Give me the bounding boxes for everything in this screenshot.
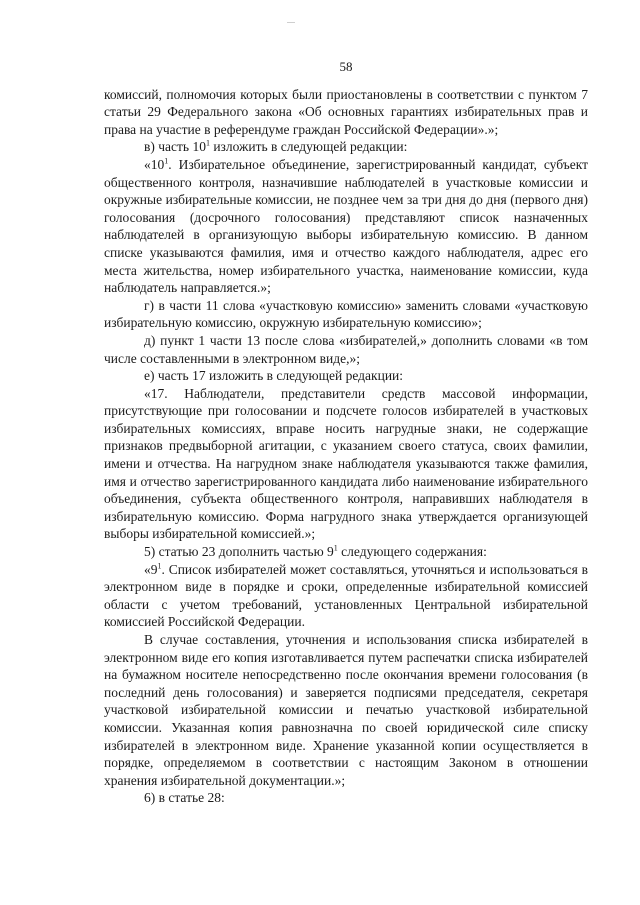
- paragraph-part-10-1: [104, 156, 588, 297]
- paragraph-text: . Список избирателей может составляться, уточняться и использоваться в электронном виде в порядке и сроки, определенные избирательной комиссией области с учетом требований, установленных Центральной избирательной комиссией Российской Федерации.: [104, 561, 588, 630]
- paragraph-commissions-suspended: [104, 86, 588, 139]
- paragraph-text: г) в части 11 слова «участковую комиссию» заменить словами «участковую избирательную комиссию, окружную избирательную комиссию»;: [104, 297, 588, 331]
- paragraph-item-6: [104, 789, 588, 807]
- paragraph-text: изложить в следующей редакции:: [209, 139, 408, 155]
- scan-mark: [287, 22, 295, 23]
- paragraph-item-e: [104, 367, 588, 385]
- superscript: 1: [164, 156, 169, 166]
- paragraph-text: . Избирательное объединение, зарегистрированный кандидат, субъект общественного контроля, назначившие наблюдателей в участковые комиссии и окружные избирательные комиссии, не позднее чем за три дня до дня (первого дня) голосования (досрочного голосования) представляют список назначенных наблюдателей в организующую выборы избирательную комиссию. В данном списке указываются фамилия, имя и отчество каждого наблюдателя, адрес его места жительства, номер избирательного участка, наименование комиссии, куда наблюдатель направляется.»;: [104, 156, 588, 296]
- paragraph-item-g: [104, 297, 588, 332]
- paragraph-text: «10: [144, 156, 165, 172]
- paragraph-text: «9: [144, 561, 158, 577]
- paragraph-text: 6) в статье 28:: [144, 790, 225, 806]
- paragraph-part-17: [104, 385, 588, 543]
- paragraph-text: «17. Наблюдатели, представители средств массовой информации, присутствующие при голосовании и подсчете голосов избирателей в участковых избирательных комиссиях, вправе носить нагрудные знаки, не содержащие признаков предвыборной агитации, с указанием своего статуса, своих фамилии, имени и отчества. На нагрудном знаке наблюдателя указываются также фамилия, имя и отчество зарегистрированного кандидата либо наименование избирательного объединения, субъекта общественного контроля, направивших наблюдателя в избирательную комиссию. Форма нагрудного знака утверждается организующей выборы избирательной комиссией.»;: [104, 385, 588, 542]
- superscript: 1: [205, 138, 210, 148]
- paragraph-item-d: [104, 332, 588, 367]
- paragraph-text: д) пункт 1 части 13 после слова «избирателей,» дополнить словами «в том числе составленными в электронном виде,»;: [104, 332, 588, 366]
- paragraph-text: В случае составления, уточнения и использования списка избирателей в электронном виде его копия изготавливается путем распечатки списка избирателей на бумажном носителе непосредственно после окончания времени голосования (в последний день голосования) и заверяется подписями председателя, секретаря участковой избирательной комиссии и печатью участковой избирательной комиссии. Указанная копия равнозначна по своей юридической силе списку избирателей в электронном виде. Хранение указанной копии осуществляется в порядке, определяемом в соответствии с настоящим Законом в отношении хранения избирательной документации.»;: [104, 632, 588, 788]
- paragraph-part-9-1: [104, 561, 588, 631]
- paragraph-text: 5) статью 23 дополнить частью 9: [144, 544, 334, 560]
- document-page: [104, 58, 588, 807]
- superscript: 1: [333, 543, 338, 553]
- page-number: 58: [339, 59, 353, 74]
- superscript: 1: [157, 561, 162, 571]
- paragraph-text: следующего содержания:: [337, 544, 487, 560]
- paragraph-item-5: [104, 543, 588, 561]
- paragraph-text: е) часть 17 изложить в следующей редакции:: [144, 368, 404, 384]
- paragraph-text: комиссий, полномочия которых были приостановлены в соответствии с пунктом 7 статьи 29 Федерального закона «Об основных гарантиях избирательных прав и права на участие в референдуме граждан Российской Федерации».»;: [104, 86, 588, 137]
- paragraph-electronic-list-copy: [104, 631, 588, 789]
- paragraph-item-v: [104, 138, 588, 156]
- paragraph-text: в) часть 10: [144, 139, 206, 155]
